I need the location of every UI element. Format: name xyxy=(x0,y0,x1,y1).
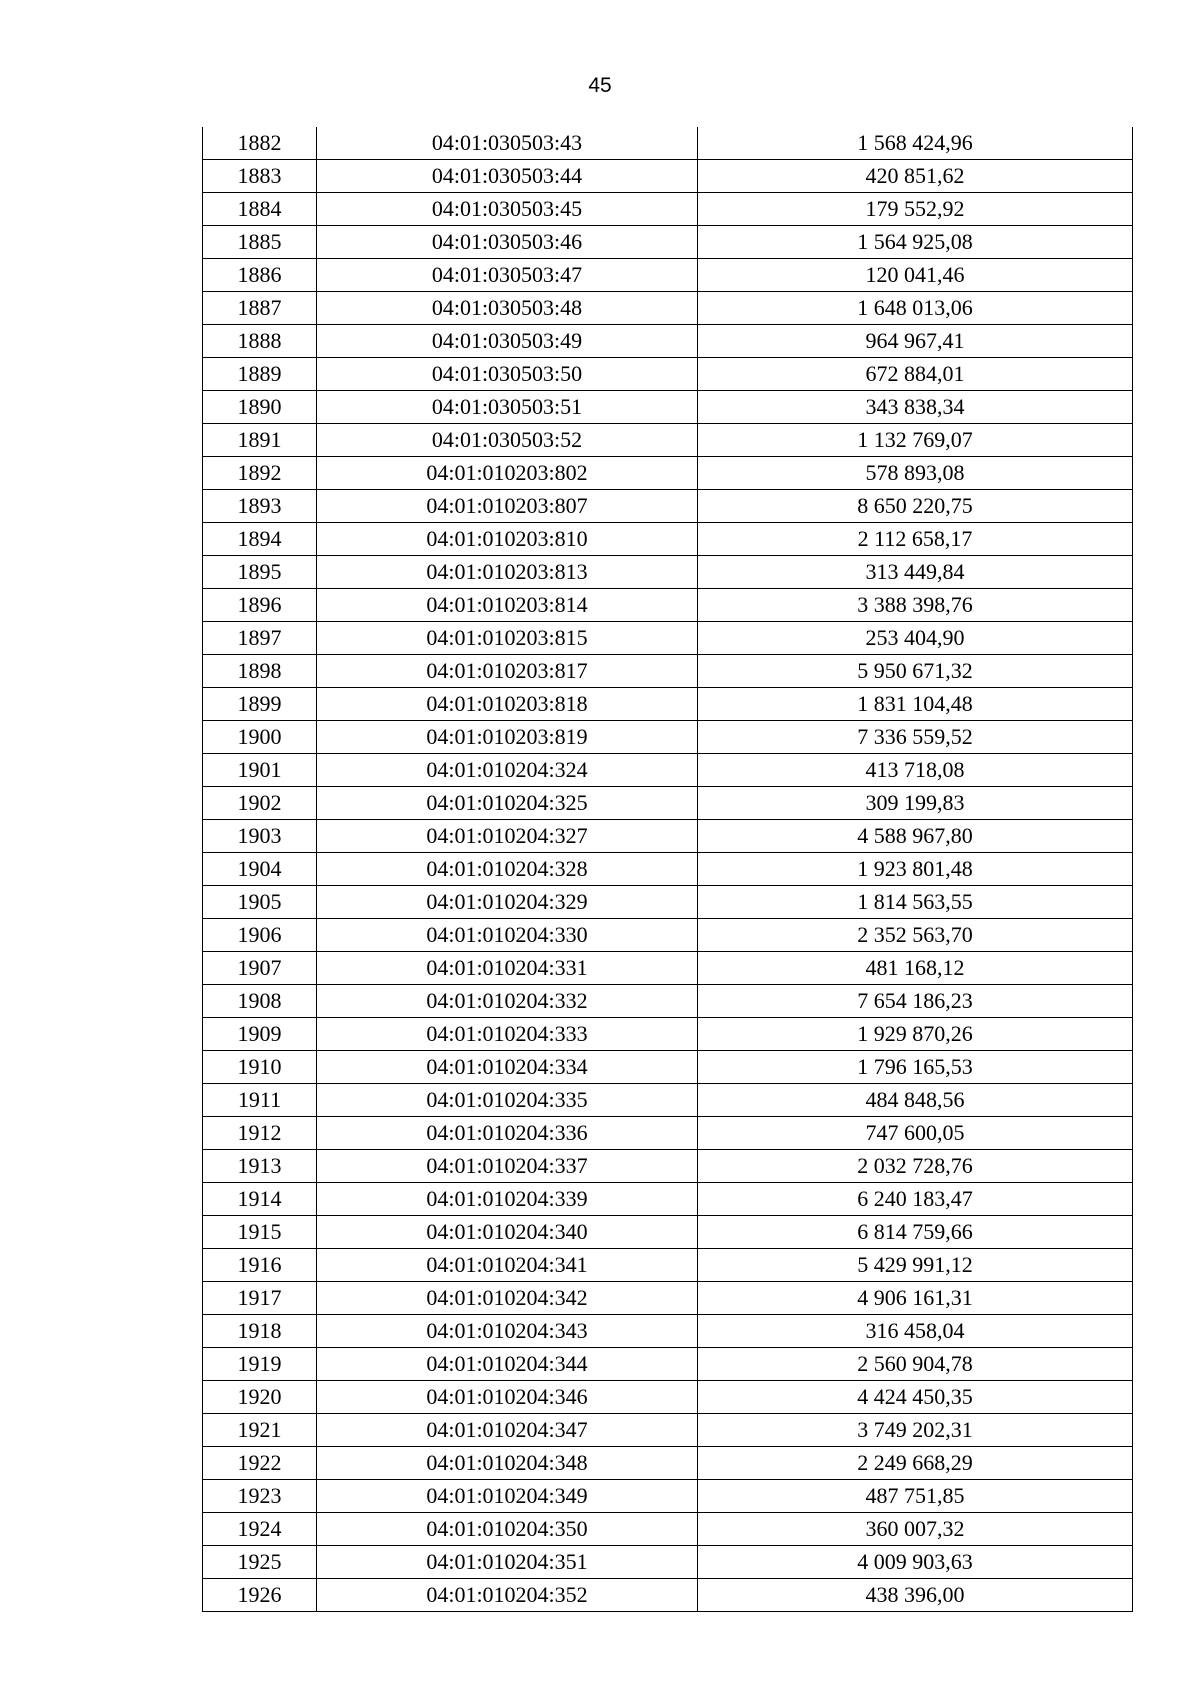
cadastral-number-cell: 04:01:030503:47 xyxy=(317,259,698,292)
row-number-cell: 1912 xyxy=(203,1117,317,1150)
row-number-cell: 1920 xyxy=(203,1381,317,1414)
row-number-cell: 1922 xyxy=(203,1447,317,1480)
cadastral-value-cell: 1 564 925,08 xyxy=(698,226,1133,259)
cadastral-number-cell: 04:01:010204:337 xyxy=(317,1150,698,1183)
cadastral-number-cell: 04:01:010204:352 xyxy=(317,1579,698,1612)
table-row xyxy=(203,226,1133,259)
row-number-cell: 1913 xyxy=(203,1150,317,1183)
cadastral-number-cell: 04:01:030503:46 xyxy=(317,226,698,259)
row-number-cell: 1921 xyxy=(203,1414,317,1447)
row-number-cell: 1897 xyxy=(203,622,317,655)
cadastral-number-cell: 04:01:010203:814 xyxy=(317,589,698,622)
table-row xyxy=(203,1381,1133,1414)
cadastral-number-cell: 04:01:010204:340 xyxy=(317,1216,698,1249)
cadastral-value-cell: 1 132 769,07 xyxy=(698,424,1133,457)
cadastral-value-cell: 6 240 183,47 xyxy=(698,1183,1133,1216)
table-row xyxy=(203,622,1133,655)
cadastral-number-cell: 04:01:010204:332 xyxy=(317,985,698,1018)
cadastral-number-cell: 04:01:010204:342 xyxy=(317,1282,698,1315)
cadastral-value-cell: 1 814 563,55 xyxy=(698,886,1133,919)
row-number-cell: 1905 xyxy=(203,886,317,919)
cadastral-number-cell: 04:01:010203:810 xyxy=(317,523,698,556)
row-number-cell: 1924 xyxy=(203,1513,317,1546)
cadastral-number-cell: 04:01:010204:336 xyxy=(317,1117,698,1150)
cadastral-number-cell: 04:01:010204:341 xyxy=(317,1249,698,1282)
cadastral-value-cell: 7 654 186,23 xyxy=(698,985,1133,1018)
table-body xyxy=(203,127,1133,1612)
table-row xyxy=(203,1216,1133,1249)
cadastral-value-cell: 309 199,83 xyxy=(698,787,1133,820)
row-number-cell: 1906 xyxy=(203,919,317,952)
row-number-cell: 1909 xyxy=(203,1018,317,1051)
cadastral-value-cell: 3 388 398,76 xyxy=(698,589,1133,622)
row-number-cell: 1887 xyxy=(203,292,317,325)
row-number-cell: 1904 xyxy=(203,853,317,886)
cadastral-number-cell: 04:01:010204:344 xyxy=(317,1348,698,1381)
cadastral-value-cell: 420 851,62 xyxy=(698,160,1133,193)
row-number-cell: 1915 xyxy=(203,1216,317,1249)
cadastral-value-cell: 1 796 165,53 xyxy=(698,1051,1133,1084)
cadastral-number-cell: 04:01:030503:50 xyxy=(317,358,698,391)
cadastral-number-cell: 04:01:010204:333 xyxy=(317,1018,698,1051)
cadastral-value-cell: 578 893,08 xyxy=(698,457,1133,490)
row-number-cell: 1911 xyxy=(203,1084,317,1117)
table-row xyxy=(203,589,1133,622)
table-row xyxy=(203,820,1133,853)
table-row xyxy=(203,1051,1133,1084)
table-row xyxy=(203,160,1133,193)
cadastral-value-cell: 747 600,05 xyxy=(698,1117,1133,1150)
cadastral-number-cell: 04:01:010203:815 xyxy=(317,622,698,655)
cadastral-number-cell: 04:01:010204:334 xyxy=(317,1051,698,1084)
cadastral-number-cell: 04:01:010204:330 xyxy=(317,919,698,952)
row-number-cell: 1923 xyxy=(203,1480,317,1513)
cadastral-number-cell: 04:01:010204:324 xyxy=(317,754,698,787)
row-number-cell: 1886 xyxy=(203,259,317,292)
table-row xyxy=(203,1546,1133,1579)
cadastral-value-cell: 1 929 870,26 xyxy=(698,1018,1133,1051)
table-row xyxy=(203,523,1133,556)
cadastral-number-cell: 04:01:010204:349 xyxy=(317,1480,698,1513)
row-number-cell: 1917 xyxy=(203,1282,317,1315)
cadastral-number-cell: 04:01:010204:343 xyxy=(317,1315,698,1348)
table-row xyxy=(203,556,1133,589)
table-row xyxy=(203,325,1133,358)
row-number-cell: 1894 xyxy=(203,523,317,556)
cadastral-number-cell: 04:01:010204:348 xyxy=(317,1447,698,1480)
cadastral-number-cell: 04:01:010204:339 xyxy=(317,1183,698,1216)
cadastral-value-cell: 2 032 728,76 xyxy=(698,1150,1133,1183)
row-number-cell: 1914 xyxy=(203,1183,317,1216)
cadastral-number-cell: 04:01:030503:48 xyxy=(317,292,698,325)
row-number-cell: 1885 xyxy=(203,226,317,259)
cadastral-value-cell: 179 552,92 xyxy=(698,193,1133,226)
cadastral-number-cell: 04:01:030503:43 xyxy=(317,127,698,160)
cadastral-number-cell: 04:01:010204:329 xyxy=(317,886,698,919)
cadastral-value-cell: 964 967,41 xyxy=(698,325,1133,358)
row-number-cell: 1893 xyxy=(203,490,317,523)
cadastral-value-cell: 316 458,04 xyxy=(698,1315,1133,1348)
table-row xyxy=(203,259,1133,292)
table-row xyxy=(203,1315,1133,1348)
cadastral-value-cell: 2 560 904,78 xyxy=(698,1348,1133,1381)
cadastral-number-cell: 04:01:010204:328 xyxy=(317,853,698,886)
cadastral-value-cell: 1 568 424,96 xyxy=(698,127,1133,160)
table-row xyxy=(203,1117,1133,1150)
cadastral-number-cell: 04:01:030503:51 xyxy=(317,391,698,424)
row-number-cell: 1902 xyxy=(203,787,317,820)
cadastral-value-cell: 343 838,34 xyxy=(698,391,1133,424)
cadastral-number-cell: 04:01:010203:813 xyxy=(317,556,698,589)
row-number-cell: 1890 xyxy=(203,391,317,424)
cadastral-number-cell: 04:01:010204:346 xyxy=(317,1381,698,1414)
row-number-cell: 1903 xyxy=(203,820,317,853)
row-number-cell: 1884 xyxy=(203,193,317,226)
cadastral-value-cell: 413 718,08 xyxy=(698,754,1133,787)
table-row xyxy=(203,1414,1133,1447)
table-row xyxy=(203,424,1133,457)
cadastral-number-cell: 04:01:010203:817 xyxy=(317,655,698,688)
row-number-cell: 1907 xyxy=(203,952,317,985)
cadastral-value-cell: 5 429 991,12 xyxy=(698,1249,1133,1282)
cadastral-number-cell: 04:01:010204:325 xyxy=(317,787,698,820)
row-number-cell: 1900 xyxy=(203,721,317,754)
table-row xyxy=(203,1513,1133,1546)
cadastral-value-cell: 8 650 220,75 xyxy=(698,490,1133,523)
table-row xyxy=(203,985,1133,1018)
row-number-cell: 1882 xyxy=(203,127,317,160)
row-number-cell: 1916 xyxy=(203,1249,317,1282)
row-number-cell: 1895 xyxy=(203,556,317,589)
cadastral-number-cell: 04:01:030503:45 xyxy=(317,193,698,226)
cadastral-value-cell: 487 751,85 xyxy=(698,1480,1133,1513)
cadastral-value-cell: 4 009 903,63 xyxy=(698,1546,1133,1579)
table-row xyxy=(203,1579,1133,1612)
cadastral-number-cell: 04:01:010204:351 xyxy=(317,1546,698,1579)
cadastral-value-cell: 4 424 450,35 xyxy=(698,1381,1133,1414)
row-number-cell: 1892 xyxy=(203,457,317,490)
cadastral-number-cell: 04:01:010203:802 xyxy=(317,457,698,490)
cadastral-value-cell: 1 831 104,48 xyxy=(698,688,1133,721)
table-row xyxy=(203,952,1133,985)
table-row xyxy=(203,1018,1133,1051)
cadastral-value-table xyxy=(202,127,1133,1612)
cadastral-value-cell: 1 923 801,48 xyxy=(698,853,1133,886)
row-number-cell: 1901 xyxy=(203,754,317,787)
row-number-cell: 1925 xyxy=(203,1546,317,1579)
cadastral-value-cell: 5 950 671,32 xyxy=(698,655,1133,688)
table-row xyxy=(203,655,1133,688)
cadastral-number-cell: 04:01:030503:52 xyxy=(317,424,698,457)
cadastral-number-cell: 04:01:010204:327 xyxy=(317,820,698,853)
cadastral-number-cell: 04:01:010203:819 xyxy=(317,721,698,754)
table-row xyxy=(203,787,1133,820)
table-row xyxy=(203,1183,1133,1216)
table-row xyxy=(203,721,1133,754)
cadastral-value-cell: 1 648 013,06 xyxy=(698,292,1133,325)
cadastral-number-cell: 04:01:010203:818 xyxy=(317,688,698,721)
cadastral-number-cell: 04:01:010204:350 xyxy=(317,1513,698,1546)
table-row xyxy=(203,754,1133,787)
row-number-cell: 1910 xyxy=(203,1051,317,1084)
table-row xyxy=(203,391,1133,424)
table-row xyxy=(203,1282,1133,1315)
cadastral-value-cell: 672 884,01 xyxy=(698,358,1133,391)
cadastral-value-cell: 120 041,46 xyxy=(698,259,1133,292)
row-number-cell: 1918 xyxy=(203,1315,317,1348)
cadastral-value-cell: 313 449,84 xyxy=(698,556,1133,589)
table-row xyxy=(203,1249,1133,1282)
cadastral-value-cell: 481 168,12 xyxy=(698,952,1133,985)
row-number-cell: 1889 xyxy=(203,358,317,391)
row-number-cell: 1888 xyxy=(203,325,317,358)
page-number: 45 xyxy=(588,74,612,97)
cadastral-number-cell: 04:01:010204:331 xyxy=(317,952,698,985)
row-number-cell: 1891 xyxy=(203,424,317,457)
table-row xyxy=(203,1480,1133,1513)
table-row xyxy=(203,886,1133,919)
table-row xyxy=(203,457,1133,490)
cadastral-value-cell: 6 814 759,66 xyxy=(698,1216,1133,1249)
table-row xyxy=(203,1447,1133,1480)
cadastral-value-cell: 4 588 967,80 xyxy=(698,820,1133,853)
cadastral-value-cell: 4 906 161,31 xyxy=(698,1282,1133,1315)
table-row xyxy=(203,127,1133,160)
table-row xyxy=(203,1150,1133,1183)
table-row xyxy=(203,853,1133,886)
table-row xyxy=(203,688,1133,721)
row-number-cell: 1896 xyxy=(203,589,317,622)
cadastral-number-cell: 04:01:010204:335 xyxy=(317,1084,698,1117)
row-number-cell: 1926 xyxy=(203,1579,317,1612)
cadastral-value-cell: 3 749 202,31 xyxy=(698,1414,1133,1447)
table-row xyxy=(203,358,1133,391)
cadastral-value-cell: 7 336 559,52 xyxy=(698,721,1133,754)
table-row xyxy=(203,193,1133,226)
table-row xyxy=(203,490,1133,523)
cadastral-value-cell: 253 404,90 xyxy=(698,622,1133,655)
cadastral-value-cell: 2 112 658,17 xyxy=(698,523,1133,556)
row-number-cell: 1898 xyxy=(203,655,317,688)
table-row xyxy=(203,1348,1133,1381)
cadastral-number-cell: 04:01:010203:807 xyxy=(317,490,698,523)
row-number-cell: 1883 xyxy=(203,160,317,193)
cadastral-value-cell: 438 396,00 xyxy=(698,1579,1133,1612)
table-row xyxy=(203,292,1133,325)
cadastral-number-cell: 04:01:030503:49 xyxy=(317,325,698,358)
cadastral-number-cell: 04:01:030503:44 xyxy=(317,160,698,193)
table-row xyxy=(203,919,1133,952)
cadastral-number-cell: 04:01:010204:347 xyxy=(317,1414,698,1447)
row-number-cell: 1899 xyxy=(203,688,317,721)
row-number-cell: 1919 xyxy=(203,1348,317,1381)
cadastral-value-cell: 484 848,56 xyxy=(698,1084,1133,1117)
cadastral-value-cell: 2 249 668,29 xyxy=(698,1447,1133,1480)
cadastral-value-cell: 360 007,32 xyxy=(698,1513,1133,1546)
row-number-cell: 1908 xyxy=(203,985,317,1018)
table-row xyxy=(203,1084,1133,1117)
cadastral-value-cell: 2 352 563,70 xyxy=(698,919,1133,952)
